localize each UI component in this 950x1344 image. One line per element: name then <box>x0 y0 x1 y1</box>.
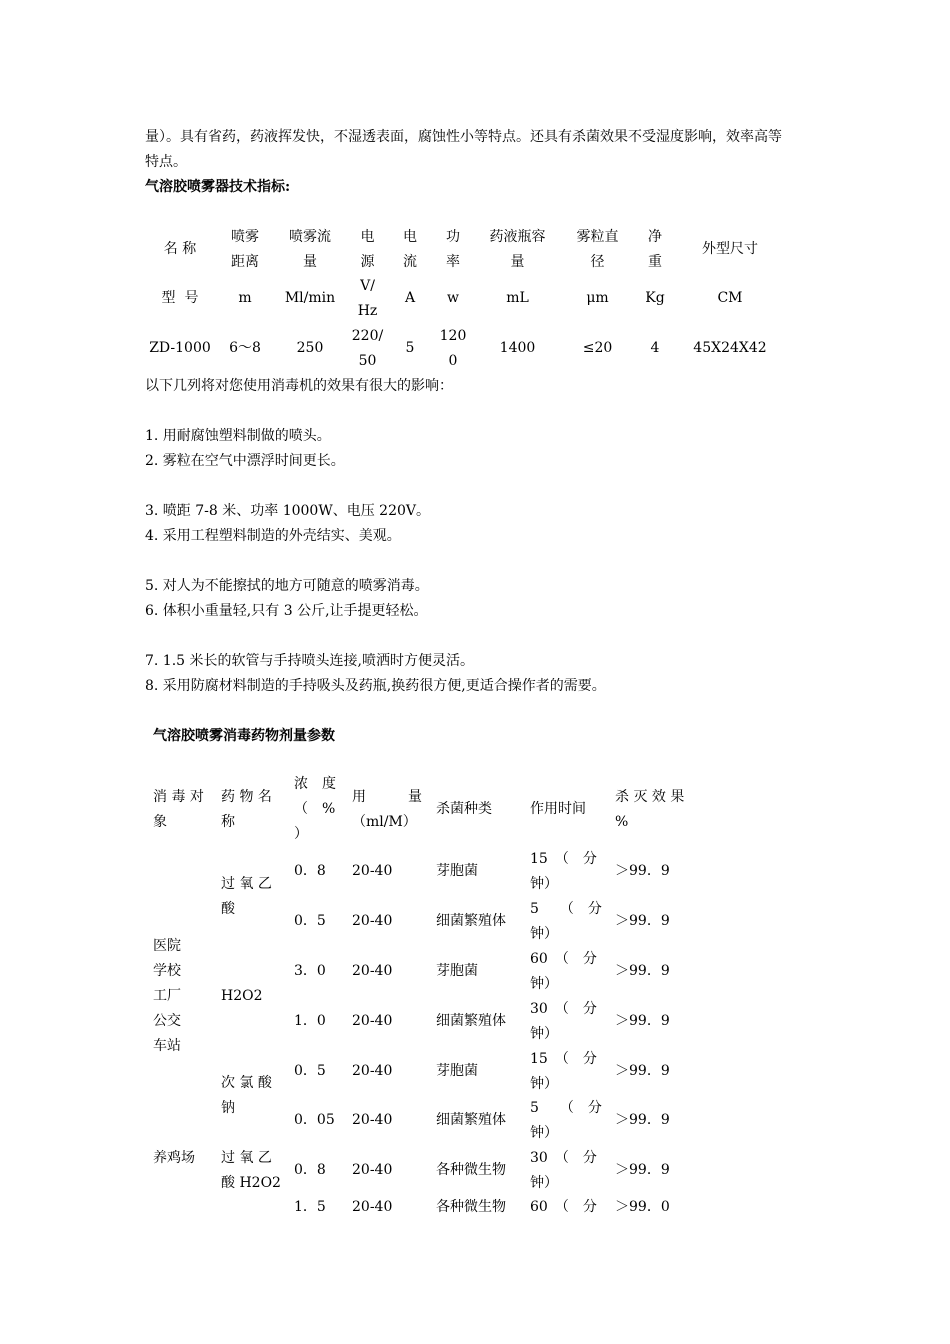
row-time: 60 （ 分 钟） <box>530 951 597 992</box>
spec-unit-flow: Ml/min <box>284 290 336 306</box>
intro-line-1: 量）。具有省药，药液挥发快，不湿透表面，腐蚀性小等特点。还具有杀菌效果不受湿度影响，效率高等 <box>145 129 782 145</box>
spec-unit-current: A <box>404 290 416 306</box>
spec-unit-distance: m <box>238 290 252 306</box>
row-bacteria: 芽胞菌 <box>436 1063 478 1079</box>
row-dosage: 20-40 <box>352 863 393 879</box>
spec-header-size: 外型尺寸 <box>702 241 758 257</box>
spec-value-distance: 6～8 <box>229 340 261 356</box>
dose-target-group-1: 医院 学校 工厂 公交 车站 <box>153 938 181 1054</box>
row-bacteria: 各种微生物 <box>436 1162 506 1178</box>
dose-drug-hypochlorite: 次 氯 酸 钠 <box>221 1075 272 1116</box>
effect-item-8: 8. 采用防腐材料制造的手持吸头及药瓶,换药很方便,更适合操作者的需要。 <box>145 678 606 694</box>
spec-header-current: 电 流 <box>403 229 417 270</box>
dose-header-dosage: 用 量 （ml/M） <box>352 789 422 830</box>
dose-header-effect: 杀 灭 效 果 % <box>615 789 685 830</box>
row-effect: ＞99．9 <box>615 863 670 879</box>
row-dosage: 20-40 <box>352 913 393 929</box>
row-concentration: 3．0 <box>294 963 326 979</box>
spec-unit-size: CM <box>717 290 743 306</box>
spec-header-bottle: 药液瓶容 量 <box>489 229 546 270</box>
dose-drug-h2o2: H2O2 <box>221 988 263 1004</box>
row-bacteria: 细菌繁殖体 <box>436 1013 506 1029</box>
row-effect: ＞99．9 <box>615 1013 670 1029</box>
row-bacteria: 芽胞菌 <box>436 863 478 879</box>
spec-unit-power: w <box>447 290 459 306</box>
row-time: 15 （ 分 钟） <box>530 1051 597 1092</box>
spec-value-particle: ≤20 <box>582 340 613 356</box>
effect-item-2: 2. 雾粒在空气中漂浮时间更长。 <box>145 453 345 469</box>
row-bacteria: 细菌繁殖体 <box>436 913 506 929</box>
dose-header-time: 作用时间 <box>530 801 586 817</box>
dose-header-bacteria: 杀菌种类 <box>436 801 492 817</box>
dose-header-concentration: 浓 度 （ % ） <box>294 776 336 842</box>
row-bacteria: 细菌繁殖体 <box>436 1112 506 1128</box>
effect-item-1: 1. 用耐腐蚀塑料制做的喷头。 <box>145 428 331 444</box>
row-dosage: 20-40 <box>352 1112 393 1128</box>
spec-value-size: 45X24X42 <box>693 340 767 356</box>
intro-line-2: 特点。 <box>145 154 187 170</box>
spec-value-power-source: 220/ 50 <box>351 328 384 369</box>
spec-unit-particle: μm <box>586 290 609 306</box>
spec-header-name: 名 称 <box>163 241 197 257</box>
row-concentration: 0．5 <box>294 913 326 929</box>
dose-header-target: 消 毒 对 象 <box>153 789 204 830</box>
spec-unit-bottle: mL <box>506 290 529 306</box>
spec-header-flow: 喷雾流 量 <box>289 229 331 270</box>
spec-value-current: 5 <box>405 340 415 356</box>
spec-header-weight: 净 重 <box>648 229 662 270</box>
spec-unit-power-source: V/ Hz <box>357 278 378 319</box>
row-effect: ＞99．9 <box>615 963 670 979</box>
row-concentration: 0．8 <box>294 863 326 879</box>
dose-target-group-2: 养鸡场 <box>153 1150 195 1166</box>
row-effect: ＞99．9 <box>615 1112 670 1128</box>
row-effect: ＞99．9 <box>615 1063 670 1079</box>
effect-item-5: 5. 对人为不能擦拭的地方可随意的喷雾消毒。 <box>145 578 429 594</box>
row-time: 60 （ 分 <box>530 1199 597 1215</box>
spec-header-power: 功 率 <box>446 229 460 270</box>
row-dosage: 20-40 <box>352 1013 393 1029</box>
row-time: 30 （ 分 钟） <box>530 1150 597 1191</box>
row-concentration: 0．5 <box>294 1063 326 1079</box>
row-bacteria: 各种微生物 <box>436 1199 506 1215</box>
row-effect: ＞99．9 <box>615 913 670 929</box>
spec-header-particle: 雾粒直 径 <box>576 229 619 270</box>
row-bacteria: 芽胞菌 <box>436 963 478 979</box>
effect-item-6: 6. 体积小重量轻,只有 3 公斤,让手提更轻松。 <box>145 603 428 619</box>
row-concentration: 0．8 <box>294 1162 326 1178</box>
effects-intro: 以下几列将对您使用消毒机的效果有很大的影响： <box>145 378 453 394</box>
dose-drug-peracetic: 过 氧 乙 酸 <box>221 876 272 917</box>
spec-header-distance: 喷雾 距离 <box>231 229 259 270</box>
spec-value-weight: 4 <box>650 340 660 356</box>
spec-value-model: ZD-1000 <box>149 340 211 356</box>
row-time: 30 （ 分 钟） <box>530 1001 597 1042</box>
row-dosage: 20-40 <box>352 1162 393 1178</box>
spec-header-power-source: 电 源 <box>360 229 375 270</box>
dose-heading: 气溶胶喷雾消毒药物剂量参数 <box>153 728 335 744</box>
effect-item-3: 3. 喷距 7-8 米、功率 1000W、电压 220V。 <box>145 503 431 519</box>
row-effect: ＞99．0 <box>615 1199 670 1215</box>
dose-header-drug: 药 物 名 称 <box>221 789 272 830</box>
effect-item-4: 4. 采用工程塑料制造的外壳结实、美观。 <box>145 528 401 544</box>
spec-value-bottle: 1400 <box>499 340 536 356</box>
spec-unit-weight: Kg <box>645 290 665 306</box>
spec-value-power: 120 0 <box>439 328 467 369</box>
row-dosage: 20-40 <box>352 1199 393 1215</box>
row-time: 5 （ 分 钟） <box>530 901 602 942</box>
row-dosage: 20-40 <box>352 1063 393 1079</box>
row-time: 5 （ 分 钟） <box>530 1100 602 1141</box>
spec-value-flow: 250 <box>296 340 324 356</box>
spec-heading: 气溶胶喷雾器技术指标: <box>145 179 291 195</box>
row-time: 15 （ 分 钟） <box>530 851 597 892</box>
row-concentration: 1．5 <box>294 1199 326 1215</box>
row-dosage: 20-40 <box>352 963 393 979</box>
effect-item-7: 7. 1.5 米长的软管与手持喷头连接,喷洒时方便灵活。 <box>145 653 474 669</box>
spec-header-model: 型 号 <box>161 290 199 306</box>
row-concentration: 0．05 <box>294 1112 335 1128</box>
dose-drug-peracetic-h2o2: 过 氧 乙 酸 H2O2 <box>221 1150 281 1191</box>
row-concentration: 1．0 <box>294 1013 326 1029</box>
row-effect: ＞99．9 <box>615 1162 670 1178</box>
